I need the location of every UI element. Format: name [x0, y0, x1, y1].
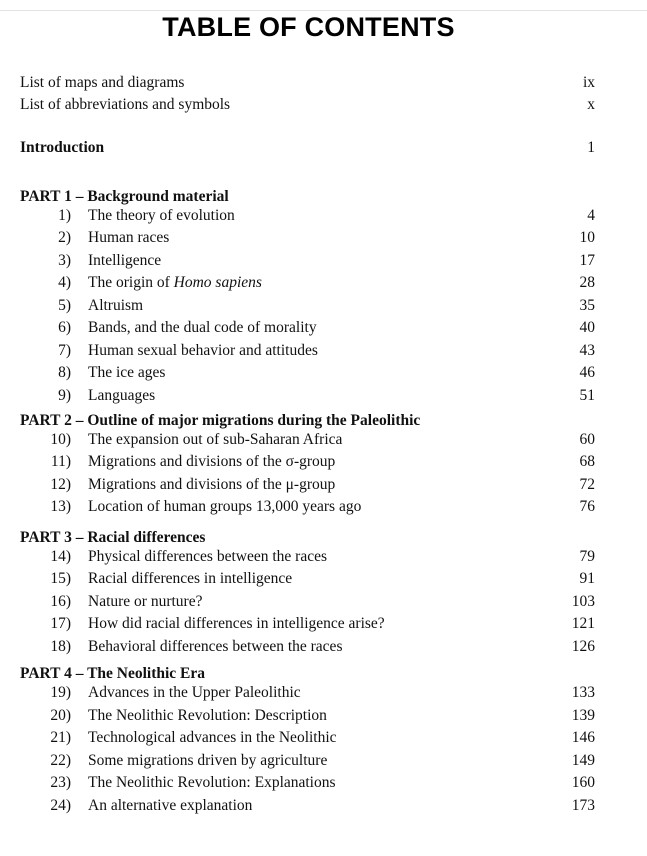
part-heading: PART 3 – Racial differences — [20, 529, 206, 546]
chapter-entry[interactable] — [0, 451, 647, 473]
chapter-number: 22) — [50, 752, 71, 769]
chapter-entry[interactable] — [0, 568, 647, 590]
chapter-entry[interactable] — [0, 362, 647, 384]
chapter-number: 19) — [50, 684, 71, 701]
chapter-title-text: The origin of — [88, 274, 174, 291]
chapter-entry[interactable] — [0, 682, 647, 704]
chapter-number: 18) — [50, 638, 71, 655]
toc-page-number: 68 — [579, 453, 595, 470]
chapter-entry[interactable] — [0, 795, 647, 817]
page-title: TABLE OF CONTENTS — [162, 12, 455, 42]
chapter-title: The Neolithic Revolution: Description — [88, 707, 327, 724]
chapter-number: 16) — [50, 593, 71, 610]
toc-page-number: 76 — [579, 498, 595, 515]
chapter-title: Migrations and divisions of the σ-group — [88, 453, 336, 470]
toc-page-number: 10 — [579, 229, 595, 246]
chapter-title: Nature or nurture? — [88, 593, 203, 610]
chapter-entry[interactable] — [0, 496, 647, 518]
toc-page-number: 103 — [571, 593, 595, 610]
chapter-title: Racial differences in intelligence — [88, 570, 293, 587]
chapter-entry[interactable] — [0, 295, 647, 317]
toc-page-number: 1 — [587, 139, 595, 156]
toc-page-number: 139 — [571, 707, 595, 724]
toc-entry[interactable] — [0, 94, 647, 116]
chapter-title: Advances in the Upper Paleolithic — [88, 684, 301, 701]
chapter-title: Some migrations driven by agriculture — [88, 752, 328, 769]
chapter-number: 8) — [58, 364, 71, 381]
chapter-title: Behavioral differences between the races — [88, 638, 343, 655]
toc-page-number: 126 — [571, 638, 595, 655]
chapter-number: 13) — [50, 498, 71, 515]
chapter-title: Human sexual behavior and attitudes — [88, 342, 318, 359]
chapter-title: Languages — [88, 387, 156, 404]
chapter-entry[interactable] — [0, 227, 647, 249]
chapter-number: 24) — [50, 797, 71, 814]
toc-page-number: 17 — [579, 252, 595, 269]
part-heading: PART 4 – The Neolithic Era — [20, 665, 206, 682]
toc-entry-introduction[interactable] — [0, 137, 647, 159]
chapter-entry[interactable] — [0, 772, 647, 794]
toc-page-number: 121 — [571, 615, 595, 632]
toc-page-number: 149 — [571, 752, 595, 769]
chapter-entry[interactable] — [0, 591, 647, 613]
chapter-entry[interactable] — [0, 613, 647, 635]
chapter-entry[interactable] — [0, 250, 647, 272]
toc-page-number: x — [587, 96, 595, 113]
chapter-number: 5) — [58, 297, 71, 314]
chapter-title: Physical differences between the races — [88, 548, 327, 565]
toc-page-number: 51 — [579, 387, 595, 404]
chapter-title: Human races — [88, 229, 170, 246]
toc-page-number: 79 — [579, 548, 595, 565]
chapter-entry[interactable] — [0, 340, 647, 362]
chapter-entry[interactable] — [0, 385, 647, 407]
part-heading: PART 1 – Background material — [20, 188, 229, 205]
chapter-entry[interactable] — [0, 317, 647, 339]
toc-page-number: 4 — [587, 207, 595, 224]
top-divider — [0, 10, 647, 11]
toc-page-number: 91 — [579, 570, 595, 587]
toc-page-number: 35 — [579, 297, 595, 314]
chapter-title: Intelligence — [88, 252, 162, 269]
toc-page-number: 146 — [571, 729, 595, 746]
chapter-number: 6) — [58, 319, 71, 336]
chapter-title: The theory of evolution — [88, 207, 235, 224]
chapter-number: 3) — [58, 252, 71, 269]
chapter-entry[interactable] — [0, 429, 647, 451]
chapter-title: The ice ages — [88, 364, 166, 381]
chapter-title: The Neolithic Revolution: Explanations — [88, 774, 336, 791]
toc-entry[interactable] — [0, 72, 647, 94]
chapter-title: Technological advances in the Neolithic — [88, 729, 337, 746]
chapter-number: 14) — [50, 548, 71, 565]
toc-page-number: ix — [582, 74, 595, 91]
chapter-title: Location of human groups 13,000 years ago — [88, 498, 362, 515]
toc-page-number: 28 — [579, 274, 595, 291]
chapter-entry[interactable] — [0, 705, 647, 727]
chapter-number: 11) — [50, 453, 71, 470]
chapter-title: An alternative explanation — [88, 797, 253, 814]
chapter-number: 15) — [50, 570, 71, 587]
toc-page-number: 46 — [579, 364, 595, 381]
chapter-title: Altruism — [88, 297, 144, 314]
chapter-number: 20) — [50, 707, 71, 724]
chapter-entry[interactable] — [0, 205, 647, 227]
chapter-entry[interactable] — [0, 272, 647, 294]
chapter-number: 7) — [58, 342, 71, 359]
chapter-number: 17) — [50, 615, 71, 632]
chapter-entry[interactable] — [0, 750, 647, 772]
chapter-number: 23) — [50, 774, 71, 791]
chapter-entry[interactable] — [0, 727, 647, 749]
toc-page-number: 43 — [579, 342, 595, 359]
chapter-number: 9) — [58, 387, 71, 404]
part-heading: PART 2 – Outline of major migrations during the Paleolithic — [20, 412, 421, 429]
chapter-title: Bands, and the dual code of morality — [88, 319, 317, 336]
toc-entry-label: Introduction — [20, 139, 105, 156]
chapter-number: 4) — [58, 274, 71, 291]
toc-page-number: 72 — [579, 476, 595, 493]
chapter-number: 10) — [50, 431, 71, 448]
toc-page-number: 173 — [571, 797, 595, 814]
toc-page-number: 133 — [571, 684, 595, 701]
chapter-number: 1) — [58, 207, 71, 224]
chapter-title: How did racial differences in intelligence arise? — [88, 615, 385, 632]
chapter-number: 21) — [50, 729, 71, 746]
chapter-title: Migrations and divisions of the μ-group — [88, 476, 336, 493]
toc-entry-label: List of maps and diagrams — [20, 74, 185, 91]
chapter-title — [88, 272, 262, 294]
chapter-entry[interactable] — [0, 474, 647, 496]
chapter-entry[interactable] — [0, 546, 647, 568]
chapter-number: 12) — [50, 476, 71, 493]
toc-page-number: 160 — [571, 774, 595, 791]
toc-page-number: 60 — [579, 431, 595, 448]
toc-entry-label: List of abbreviations and symbols — [20, 96, 231, 113]
chapter-title: The expansion out of sub-Saharan Africa — [88, 431, 343, 448]
toc-page-number: 40 — [579, 319, 595, 336]
chapter-entry[interactable] — [0, 636, 647, 658]
chapter-number: 2) — [58, 229, 71, 246]
chapter-title-italic: Homo sapiens — [173, 274, 262, 291]
